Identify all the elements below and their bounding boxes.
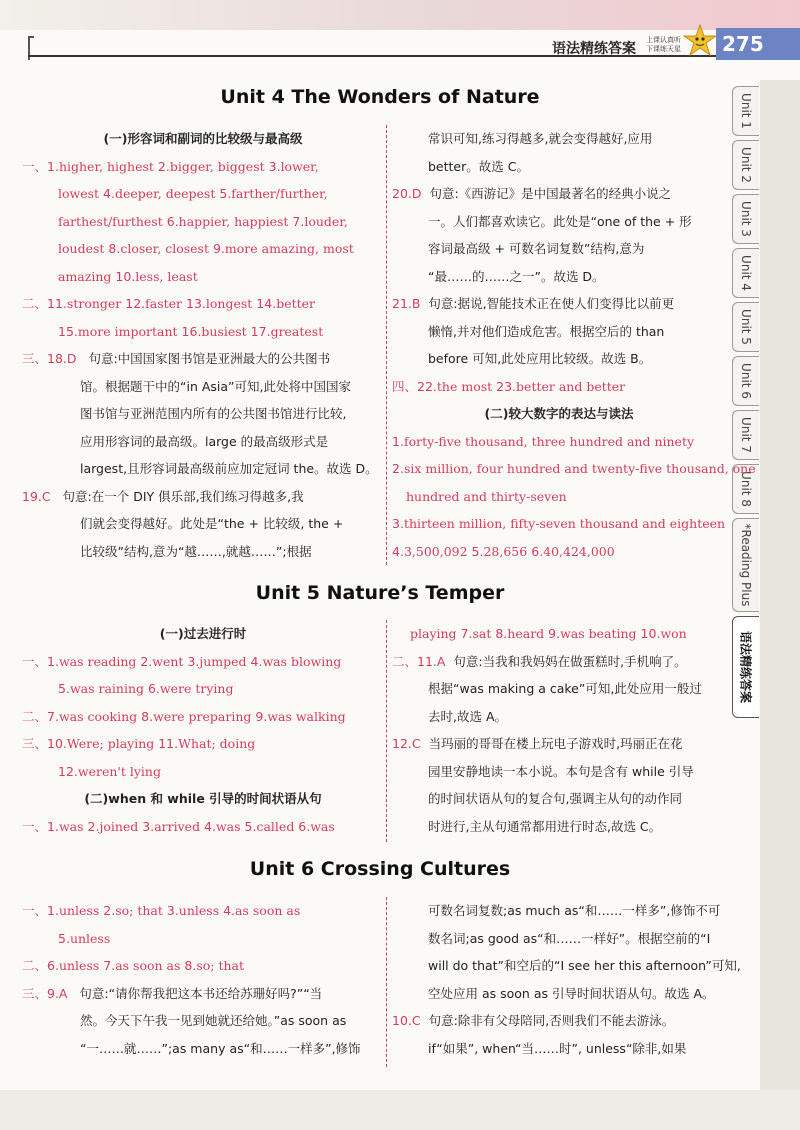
item-num: 6. [147,681,160,696]
star-mascot-icon [683,24,717,60]
unit4-left-column [22,125,384,565]
header-slogan-line1: 上课认真听 [646,36,681,44]
answer: was beating [560,626,641,641]
item-num: 1. [392,433,404,449]
answer: was cooking [58,708,142,724]
tab-label: Unit 3 [739,201,753,237]
answer-row [22,208,384,236]
answer: so; that [115,903,167,918]
answer: 28,656 [483,543,532,559]
tab-label: Unit 7 [739,417,753,453]
answer: unless [178,903,224,918]
item-num: 12. [58,763,78,779]
explanation-line: will do that”和空后的“I see her this afternoon”可知, [428,958,741,973]
answer: better [276,296,316,311]
answer-row [22,703,384,731]
tab-unit-5[interactable] [732,302,759,352]
tab-label: Unit 2 [739,147,753,183]
item-num: 7. [292,213,305,229]
item-num: 10. [115,268,136,284]
item-num: 3. [187,653,200,669]
answer: bigger, biggest [169,158,269,174]
header-slogan-line2: 下课练天星 [646,45,681,53]
answer: Were; playing [66,736,159,751]
explanation-line: 句意:当我和我妈妈在做蛋糕时,手机响了。 [453,653,687,669]
answer-row [22,952,384,980]
unit5-title: Unit 5 Nature’s Temper [255,582,505,604]
question-label: 二、11.A [392,653,446,669]
item-num: 1. [47,158,59,174]
unit4-title: Unit 4 The Wonders of Nature [220,86,540,108]
explanation-row [22,345,384,373]
top-band [0,0,800,30]
answer: were trying [159,681,234,696]
explanation-row [392,180,726,208]
explanation-line: if“如果”, when“当……时”, unless“除非,如果 [428,1040,687,1056]
part-label: 二、 [22,296,48,311]
answer: was [310,818,335,834]
answer: deeper, deepest [114,186,220,201]
question-label: 三、18.D [22,351,77,366]
question-label: 19.C [22,488,51,504]
answer: arrived [154,818,205,834]
answer: the most [436,378,497,394]
part-label: 二、 [22,708,48,724]
answer: lowest [58,186,104,201]
answer: forty-five thousand, three hundred and ninety [403,433,695,449]
item-num: 2. [140,653,153,669]
side-bar [760,80,800,1130]
item-num: 4. [250,653,263,669]
answer: was [58,818,88,834]
item-num: 7. [103,958,116,973]
answer: more important [77,323,182,339]
answer-row [22,263,384,291]
item-num: 11. [47,296,67,311]
page-number: 275 [722,32,764,56]
item-num: 1. [47,818,59,834]
tab-unit-4[interactable] [732,248,759,298]
answer-row [22,758,384,786]
answer-row [392,620,726,648]
section-title: (一)过去进行时 [159,626,247,641]
item-num: 4. [392,543,404,559]
answer: less, least [135,268,198,284]
explanation-row [392,648,726,676]
answer: thirteen million, fifty-seven thousand and eighteen [403,516,726,531]
tab-label: Unit 8 [739,471,753,507]
explanation-line: 比较级”结构,意为“越……,就越……”;根据 [80,543,312,559]
explanation-line: “最……的……之一”。故选 D。 [428,268,605,284]
answer: greatest [270,323,324,339]
item-num: 23. [496,378,517,394]
section-title: (二)较大数字的表达与读法 [484,406,634,421]
answer: hundred and thirty-seven [406,488,567,504]
item-num: 9. [212,241,225,256]
header-title: 语法精练答案 [552,41,636,57]
explanation-row [22,483,384,511]
answer: happier, happiest [178,213,293,229]
part-label: 三、 [22,736,48,751]
tab-label: 语法精练答案 [738,630,753,704]
section-title: (二)when 和 while 引导的时间状语从句 [84,791,322,806]
question-label: 20.D [392,186,422,201]
item-num: 6. [298,818,311,834]
answer: six million, four hundred and twenty-five thousand, one [403,461,756,476]
answer-row [22,730,384,758]
explanation-line: 然。今天下午我一见到她就还给她。”as soon as [80,1013,347,1028]
explanation-line: 的时间状语从句的复合句,强调主从句的动作同 [428,791,682,806]
explanation-line: 句意:据说,智能技术正在使人们变得比以前更 [428,296,675,311]
part-label: 一、 [22,818,48,834]
explanation-line: 们就会变得越好。此处是“the + 比较级, the + [80,516,344,531]
item-num: 6. [47,958,59,973]
explanation-row [392,290,726,318]
item-num: 2. [103,903,116,918]
answer-row [22,290,384,318]
explanation-line: 句意:“请你帮我把这本书还给苏珊好吗?”“当 [79,985,323,1001]
tab-unit-2[interactable] [732,140,759,190]
tab-unit-6[interactable] [732,356,759,406]
explanation-line: 图书馆与亚洲范围内所有的公共图书馆进行比较, [80,406,347,421]
explanation-line: 懒惰,并对他们造成危害。根据空后的 than [428,323,665,339]
item-num: 15. [58,323,78,339]
answer: better and better [516,378,626,394]
explanation-row [22,980,384,1008]
unit5-left-column [22,620,384,840]
answer: was [215,818,245,834]
explanation-line: 句意:《西游记》是中国最著名的经典小说之 [429,186,672,201]
column-divider [386,620,387,842]
item-num: 5. [58,930,70,946]
answer: more amazing, most [224,241,354,256]
item-num: 17. [250,323,271,339]
answer-row [22,180,384,208]
answer-row [392,483,726,511]
tab-unit-3[interactable] [732,194,759,244]
item-num: 9. [548,626,561,641]
answer: called [256,818,299,834]
explanation-line: 应用形容词的最高级。large 的最高级形式是 [80,433,329,449]
answer: longest [205,296,257,311]
explanation-row [392,730,726,758]
item-num: 5. [471,543,484,559]
explanation-line: 句意:除非有父母陪同,否则我们不能去游泳。 [428,1013,675,1028]
item-num: 10. [47,736,67,751]
explanation-line: 当玛丽的哥哥在楼上玩电子游戏时,玛丽正在花 [428,736,683,751]
explanation-line: 数名词;as good as“和……一样好”。根据空前的“I [428,930,711,946]
answer: faster [145,296,187,311]
answer-row [392,538,726,566]
item-num: 22. [417,378,437,394]
explanation-line: 一。人们都喜欢读它。此处是“one of the + 形 [428,213,692,229]
item-num: 4. [204,818,216,834]
answer: louder, [304,213,348,229]
part-label: 一、 [22,158,48,174]
question-label: 12.C [392,736,421,751]
answer: busiest [201,323,251,339]
explanation-line: 时进行,主从句通常都用进行时态,故选 C。 [428,818,662,834]
item-num: 7. [460,626,473,641]
explanation-line: “一……就……”;as many as“和……一样多”,修饰 [80,1040,361,1056]
answer: weren't lying [77,763,161,779]
column-divider [386,125,387,565]
explanation-line: before 可知,此处应用比较级。故选 B。 [428,351,652,366]
answer: was raining [69,681,148,696]
answer: playing [410,626,461,641]
answer: won [660,626,687,641]
answer-row [22,675,384,703]
answer: stronger [66,296,126,311]
explanation-line: 可数名词复数;as much as“和……一样多”,修饰不可 [428,903,721,918]
item-num: 8. [108,241,121,256]
part-label: 一、 [22,903,48,918]
answer-row [22,318,384,346]
item-num: 2. [157,158,170,174]
item-num: 12. [125,296,146,311]
answer: farther/further, [231,186,328,201]
unit6-left-column [22,897,384,1062]
answer: farthest/furthest [58,213,167,229]
unit5-right-column [392,620,726,840]
explanation-line: largest,且形容词最高级前应加定冠词 the。故选 D。 [80,461,378,476]
question-label: 三、9.A [22,985,68,1001]
answer: jumped [199,653,251,669]
answer-row [392,455,756,483]
tab-label: Unit 4 [739,255,753,291]
explanation-row [392,1007,726,1035]
part-label: 四、 [392,378,418,394]
question-label: 10.C [392,1013,421,1028]
explanation-line: 句意:中国国家图书馆是亚洲最大的公共图书 [88,351,331,366]
item-num: 5. [244,818,257,834]
item-num: 2. [87,818,100,834]
item-num: 3. [142,818,155,834]
item-num: 9. [255,708,268,724]
item-num: 8. [495,626,508,641]
item-num: 5. [219,186,232,201]
explanation-line: 根据“was making a cake”可知,此处应用一般过 [428,681,702,696]
page-bottom-edge [0,1090,800,1130]
tab-unit-7[interactable] [732,410,759,460]
answer: What; doing [178,736,256,751]
item-num: 2. [392,461,404,476]
item-num: 6. [166,213,179,229]
answer: unless [58,958,104,973]
answer-row [392,428,726,456]
tab-label: *Reading Plus [739,523,753,607]
explanation-line: 馆。根据题干中的“in Asia”可知,此处将中国国家 [80,378,351,394]
item-num: 3. [392,516,404,531]
item-num: 11. [158,736,179,751]
explanation-line: 空处应用 as soon as 引导时间状语从句。故选 A。 [428,985,715,1001]
unit6-title: Unit 6 Crossing Cultures [249,858,511,880]
answer: unless [69,930,111,946]
answer: 40,424,000 [543,543,615,559]
answer-row [392,373,726,401]
answer: amazing [58,268,116,284]
answer: as soon as [235,903,301,918]
answer: sat [472,626,496,641]
header-slogan [646,36,686,54]
item-num: 3. [268,158,281,174]
answer-row [22,153,384,181]
answer: lower, [280,158,319,174]
answer: joined [99,818,143,834]
item-num: 6. [531,543,544,559]
item-num: 7. [47,708,59,724]
item-num: 13. [186,296,206,311]
answer: loudest [58,241,109,256]
answer: higher, highest [58,158,158,174]
answer: were preparing [153,708,256,724]
answer: went [152,653,188,669]
answer: so; that [196,958,244,973]
answer: heard [507,626,549,641]
explanation-line: 容词最高级 + 可数名词复数”结构,意为 [428,241,645,256]
item-num: 1. [47,903,59,918]
explanation-line: 园里安静地读一本小说。本句是含有 while 引导 [428,763,694,779]
item-num: 8. [184,958,197,973]
item-num: 4. [223,903,236,918]
answer-row [22,813,384,841]
answer: was blowing [262,653,342,669]
explanation-line: 句意:在一个 DIY 俱乐部,我们练习得越多,我 [62,488,304,504]
tab-label: Unit 6 [739,363,753,399]
answer-row [392,510,726,538]
answer: 3,500,092 [403,543,472,559]
answer-row [22,925,384,953]
item-num: 5. [58,681,70,696]
section-title: (一)形容词和副词的比较级与最高级 [103,131,303,146]
answer: closer, closest [120,241,213,256]
tab-label: Unit 5 [739,309,753,345]
question-label: 21.B [392,296,421,311]
tab-grammar-answers[interactable] [732,616,759,718]
answer: was walking [267,708,346,724]
answer: as soon as [115,958,185,973]
item-num: 4. [103,186,115,201]
answer-row [22,235,384,263]
item-num: 16. [181,323,202,339]
explanation-line: better。故选 C。 [428,158,529,174]
answer: unless [58,903,104,918]
unit6-right-column [392,897,741,1062]
answer-row [22,648,384,676]
answer: was reading [58,653,141,669]
item-num: 1. [47,653,59,669]
part-label: 二、 [22,958,48,973]
answer-row [22,897,384,925]
item-num: 3. [166,903,179,918]
column-divider [386,897,387,1067]
item-num: 14. [256,296,277,311]
explanation-line: 去时,故选 A。 [428,708,507,724]
explanation-line: 常识可知,练习得越多,就会变得越好,应用 [428,131,653,146]
tab-label: Unit 1 [739,93,753,129]
item-num: 8. [141,708,154,724]
item-num: 10. [640,626,661,641]
part-label: 一、 [22,653,48,669]
